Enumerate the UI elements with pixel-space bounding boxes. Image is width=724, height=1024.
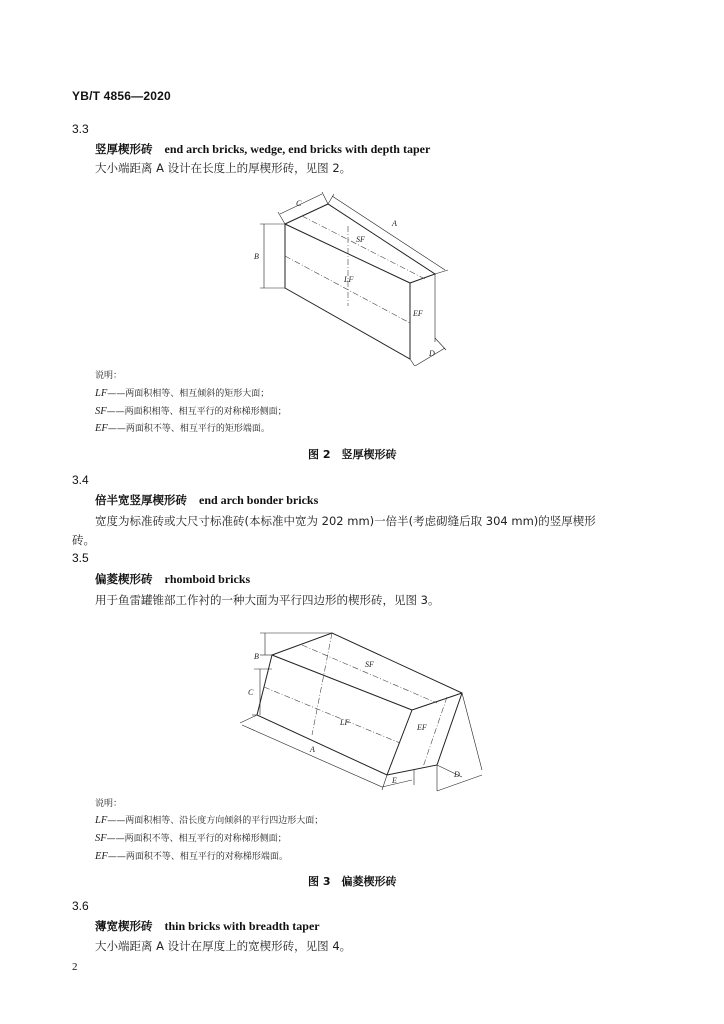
figure-2-note-ef <box>95 421 270 434</box>
note-key: LF <box>95 388 108 399</box>
definition-3-3: 大小端距离 A 设计在长度上的厚楔形砖，见图 2。 <box>95 161 352 175</box>
clause-number-3-4: 3.4 <box>72 473 89 487</box>
term-3-4 <box>95 492 318 508</box>
label-c: C <box>248 688 254 697</box>
term-cn: 倍半宽竖厚楔形砖 <box>95 493 187 507</box>
clause-number-3-5: 3.5 <box>72 551 89 565</box>
term-en: end arch bricks, wedge, end bricks with depth taper <box>164 142 431 156</box>
label-ef: EF <box>413 309 423 318</box>
note-key: EF <box>95 851 108 862</box>
note-key: SF <box>95 833 107 844</box>
term-en: thin bricks with breadth taper <box>164 919 320 933</box>
label-lf: LF <box>344 275 354 284</box>
note-text: ——两面积不等、相互平行的对称梯形端面。 <box>107 852 288 862</box>
note-key: LF <box>95 815 108 826</box>
label-a: A <box>310 745 315 754</box>
figure-3-note-sf <box>95 831 287 844</box>
note-text: ——两面积不等、相互平行的矩形端面。 <box>107 424 270 434</box>
page-number: 2 <box>72 961 78 973</box>
term-3-5 <box>95 571 250 587</box>
label-c: C <box>296 199 302 208</box>
label-a: A <box>392 219 397 228</box>
figure-2-notes-title: 说明： <box>95 371 123 381</box>
note-key: SF <box>95 406 107 417</box>
label-d: D <box>429 349 435 358</box>
figure-3-note-ef <box>95 849 288 862</box>
figure-2-note-lf <box>95 386 269 399</box>
figure-3-caption: 图 3 偏菱楔形砖 <box>308 875 397 888</box>
note-text: ——两面积不等、相互平行的对称梯形侧面； <box>106 834 287 844</box>
label-b: B <box>254 252 259 261</box>
figure-2-drawing <box>240 186 470 366</box>
definition-3-4-line-1: 宽度为标准砖或大尺寸标准砖(本标准中宽为 202 mm)一倍半(考虑砌缝后取 304 mm)的竖厚楔形 <box>95 514 596 528</box>
label-sf: SF <box>365 660 374 669</box>
label-lf: LF <box>340 718 350 727</box>
brick-outline <box>257 633 462 775</box>
standard-number: YB/T 4856—2020 <box>72 89 171 103</box>
term-en: end arch bonder bricks <box>199 493 319 507</box>
term-cn: 薄宽楔形砖 <box>95 919 153 933</box>
brick-outline <box>285 204 435 359</box>
center-lines <box>285 216 425 323</box>
definition-3-6: 大小端距离 A 设计在厚度上的宽楔形砖，见图 4。 <box>95 939 352 953</box>
figure-2-note-sf <box>95 404 287 417</box>
label-e: E <box>392 776 397 785</box>
definition-3-5: 用于鱼雷罐锥部工作衬的一种大面为平行四边形的楔形砖，见图 3。 <box>95 593 440 607</box>
term-cn: 竖厚楔形砖 <box>95 142 153 156</box>
label-d: D <box>454 770 460 779</box>
figure-3-note-lf <box>95 813 323 826</box>
term-3-3 <box>95 141 430 157</box>
figure-2-caption: 图 2 竖厚楔形砖 <box>308 448 397 461</box>
label-b: B <box>254 652 259 661</box>
label-ef: EF <box>417 723 427 732</box>
figure-3-drawing <box>232 615 494 795</box>
note-text: ——两面积相等、相互倾斜的矩形大面； <box>107 389 270 399</box>
note-key: EF <box>95 423 108 434</box>
label-sf: SF <box>356 235 365 244</box>
figure-3-notes-title: 说明： <box>95 799 123 809</box>
note-text: ——两面积相等、相互平行的对称梯形侧面； <box>106 407 287 417</box>
note-text: ——两面积相等、沿长度方向倾斜的平行四边形大面； <box>107 816 324 826</box>
definition-3-4-line-2: 砖。 <box>72 533 95 547</box>
clause-number-3-6: 3.6 <box>72 899 89 913</box>
term-cn: 偏菱楔形砖 <box>95 572 153 586</box>
clause-number-3-3: 3.3 <box>72 122 89 136</box>
term-3-6 <box>95 918 320 934</box>
term-en: rhomboid bricks <box>164 572 251 586</box>
center-lines <box>264 633 447 770</box>
